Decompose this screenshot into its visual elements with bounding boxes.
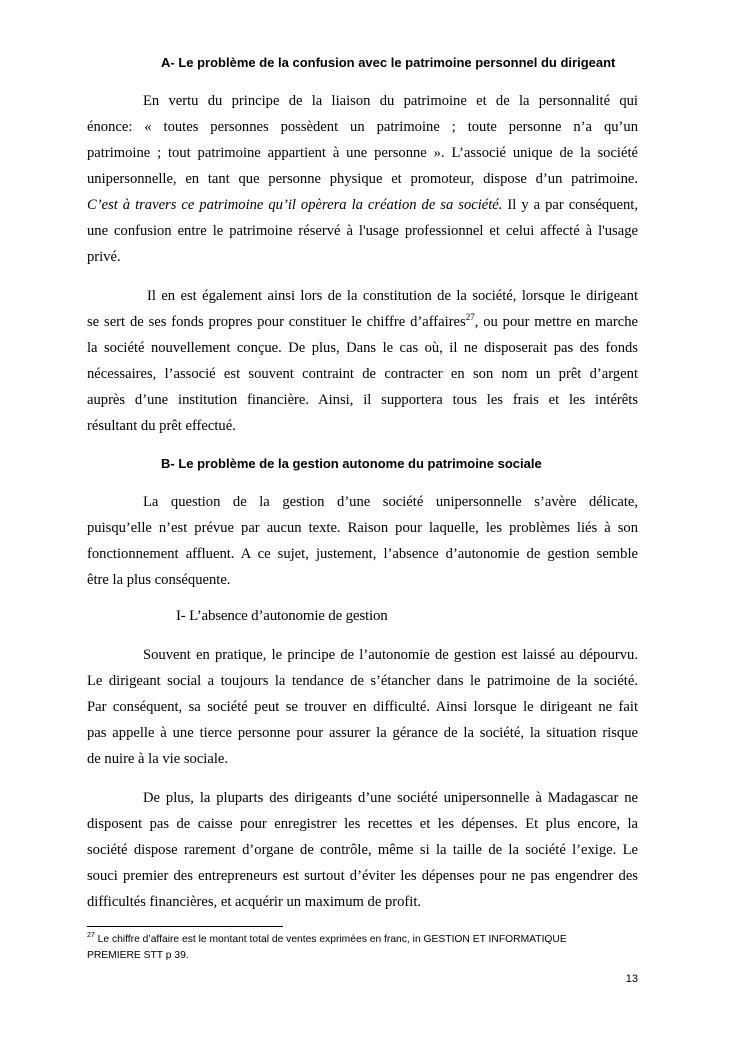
- p1-line-3: patrimoine ; tout patrimoine appartient à une personne ». L’associé unique de la société: [87, 145, 638, 161]
- p4-line-2: Le dirigeant social a toujours la tendance de s’étancher dans le patrimoine de la société.: [87, 673, 638, 689]
- p4-line-4: pas appelle à une tierce personne pour assurer la gérance de la société, la situation risque: [87, 725, 638, 741]
- p5-line-5: difficultés financières, et acquérir un maximum de profit.: [87, 894, 422, 910]
- p3-line-4: être la plus conséquente.: [87, 572, 231, 588]
- p2-line-2: [87, 313, 638, 331]
- p4-line-1: Souvent en pratique, le principe de l’autonomie de gestion est laissé au dépourvu.: [143, 647, 638, 663]
- p3-line-2: puisqu’elle n’est prévue par aucun texte. Raison pour laquelle, les problèmes liés à son: [87, 520, 638, 536]
- p1-line-5: [87, 196, 638, 214]
- p4-line-3: Par conséquent, sa société peut se trouver en difficulté. Ainsi lorsque le dirigeant ne fait: [87, 699, 638, 715]
- page-number: 13: [625, 973, 638, 985]
- p3-line-3: fonctionnement affluent. A ce sujet, justement, l’absence d’autonomie de gestion semble: [87, 546, 638, 562]
- p1-line-7: privé.: [87, 249, 121, 265]
- p2-line-6: résultant du prêt effectué.: [87, 418, 236, 434]
- p2-line-5: auprès d’une institution financière. Ainsi, il supportera tous les frais et les intérêts: [87, 392, 638, 408]
- p1-line-5-rest: Il y a par conséquent,: [502, 197, 638, 213]
- footnote-number: 27: [87, 932, 95, 939]
- footnote-line-1: [87, 933, 638, 947]
- footnote-rule: [87, 926, 283, 927]
- p1-line-2: énonce: « toutes personnes possèdent un patrimoine ; toute personne n’a qu’un: [87, 119, 638, 135]
- p1-line-4: unipersonnelle, en tant que personne physique et promoteur, dispose d’un patrimoine.: [87, 171, 638, 187]
- p5-line-3: société dispose rarement d’organe de contrôle, même si la taille de la société l’exige. Le: [87, 842, 638, 858]
- p3-line-1: La question de la gestion d’une société unipersonnelle s’avère délicate,: [143, 494, 638, 510]
- p2-line-4: nécessaires, l’associé est souvent contraint de contracter en son nom un prêt d’argent: [87, 366, 638, 382]
- p4-line-5: de nuire à la vie sociale.: [87, 751, 229, 767]
- heading-b1: I- L’absence d’autonomie de gestion: [176, 608, 388, 624]
- p5-line-2: disposent pas de caisse pour enregistrer les recettes et les dépenses. Et plus encore, la: [87, 816, 638, 832]
- p5-line-4: souci premier des entrepreneurs est surtout d’éviter les dépenses pour ne pas engendrer des: [87, 868, 638, 884]
- p2-line-2b: , ou pour mettre en marche: [474, 314, 638, 330]
- footnote-line-2: PREMIERE STT p 39.: [87, 950, 189, 961]
- p2-line-1: Il en est également ainsi lors de la constitution de la société, lorsque le dirigeant: [147, 288, 638, 304]
- p5-line-1: De plus, la pluparts des dirigeants d’une société unipersonnelle à Madagascar ne: [143, 790, 638, 806]
- p1-line-6: une confusion entre le patrimoine réservé à l'usage professionnel et celui affecté à l'usage: [87, 223, 638, 239]
- footnote-text-1: Le chiffre d’affaire est le montant total de ventes exprimées en franc, in GESTION ET INFORMATIQUE: [94, 934, 567, 945]
- heading-b: B- Le problème de la gestion autonome du patrimoine sociale: [161, 456, 542, 471]
- heading-a: A- Le problème de la confusion avec le patrimoine personnel du dirigeant: [161, 55, 616, 70]
- p1-line-1: En vertu du principe de la liaison du patrimoine et de la personnalité qui: [143, 93, 638, 109]
- p1-italic-text: C’est à travers ce patrimoine qu’il opèrera la création de sa société.: [87, 197, 503, 213]
- p2-line-2a: se sert de ses fonds propres pour constituer le chiffre d’affaires: [87, 314, 466, 330]
- footnote-ref: 27: [465, 313, 475, 322]
- p2-line-3: la société nouvellement conçue. De plus, Dans le cas où, il ne disposerait pas des fonds: [87, 340, 638, 356]
